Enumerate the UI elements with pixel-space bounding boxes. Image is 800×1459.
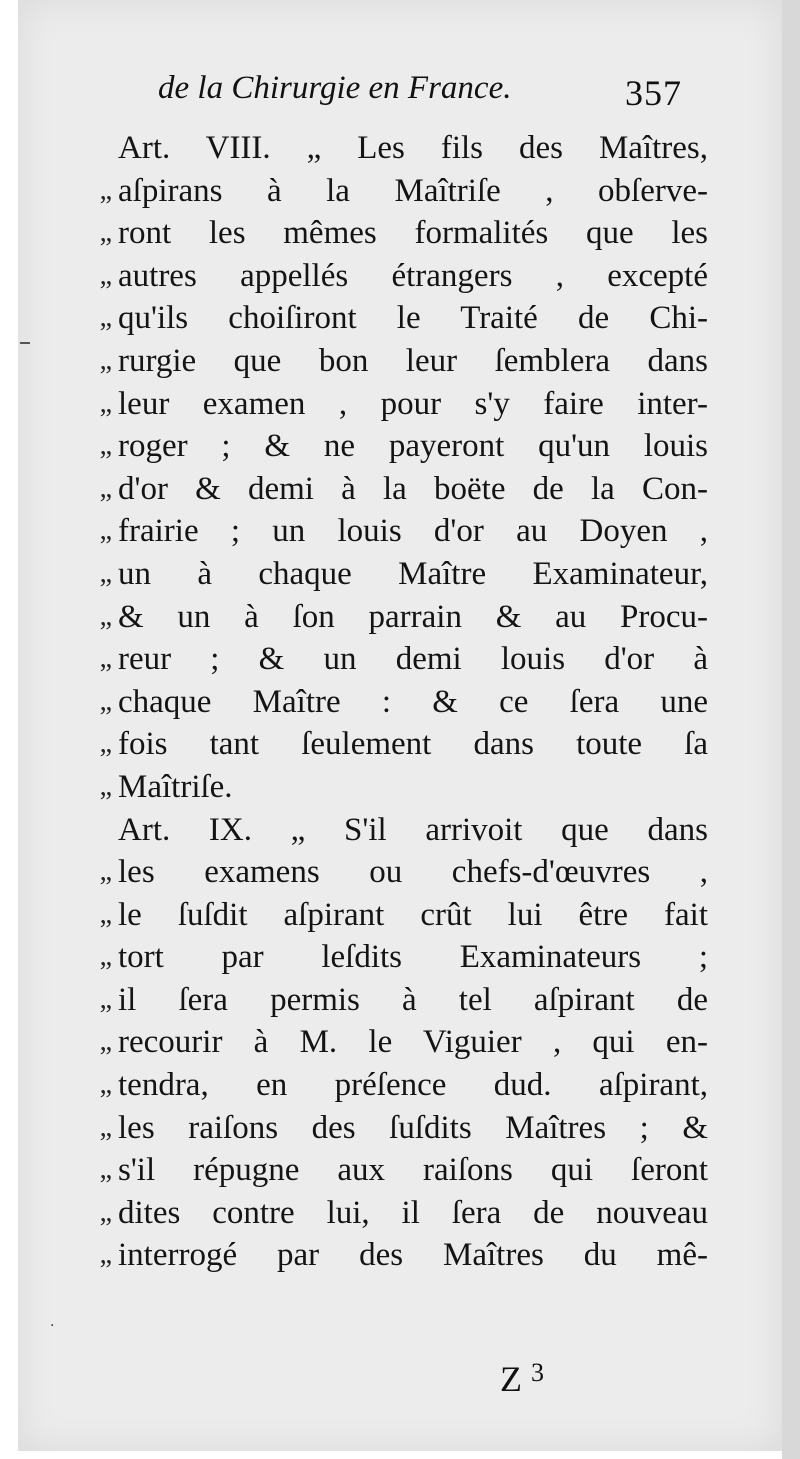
quote-mark: „ bbox=[99, 1239, 112, 1271]
quote-mark: „ bbox=[99, 1154, 112, 1186]
line-text: ront les mêmes formalités que les bbox=[118, 215, 708, 252]
line-text: frairie ; un louis d'or au Doyen , bbox=[118, 513, 708, 550]
text-line bbox=[0, 1065, 800, 1108]
text-line bbox=[0, 810, 800, 853]
text-line bbox=[0, 1022, 800, 1065]
quote-mark: „ bbox=[99, 941, 112, 973]
line-text: les examens ou chefs-d'œuvres , bbox=[118, 854, 708, 891]
text-line bbox=[0, 852, 800, 895]
line-text: interrogé par des Maîtres du mê- bbox=[118, 1237, 708, 1274]
quote-mark: „ bbox=[99, 600, 112, 632]
line-text: roger ; & ne payeront qu'un louis bbox=[118, 428, 708, 465]
text-line bbox=[0, 895, 800, 938]
line-text: fois tant ſeulement dans toute ſa bbox=[118, 726, 708, 763]
line-text: il ſera permis à tel aſpirant de bbox=[118, 981, 708, 1018]
quote-mark: „ bbox=[99, 728, 112, 760]
quote-mark: „ bbox=[99, 770, 112, 802]
line-text: aſpirans à la Maîtriſe , obſerve- bbox=[118, 172, 708, 209]
text-line bbox=[0, 128, 800, 171]
quote-mark: „ bbox=[99, 643, 112, 675]
quote-mark: „ bbox=[99, 174, 112, 206]
quote-mark: „ bbox=[99, 1111, 112, 1143]
quote-mark: „ bbox=[99, 1196, 112, 1228]
text-line bbox=[0, 639, 800, 682]
text-line bbox=[0, 171, 800, 214]
quote-mark: „ bbox=[99, 344, 112, 376]
text-line bbox=[0, 469, 800, 512]
text-line bbox=[0, 1235, 800, 1278]
text-line bbox=[0, 213, 800, 256]
text-line bbox=[0, 980, 800, 1023]
quote-mark: „ bbox=[99, 983, 112, 1015]
line-text: le ſuſdit aſpirant crût lui être fait bbox=[118, 896, 708, 933]
line-text: leur examen , pour s'y faire inter- bbox=[118, 385, 708, 422]
text-line bbox=[0, 597, 800, 640]
text-line bbox=[0, 724, 800, 767]
line-text: recourir à M. le Viguier , qui en- bbox=[118, 1024, 708, 1061]
quote-mark: „ bbox=[99, 515, 112, 547]
line-text: s'il répugne aux raiſons qui ſeront bbox=[118, 1152, 708, 1189]
quote-mark: „ bbox=[99, 557, 112, 589]
line-text: rurgie que bon leur ſemblera dans bbox=[118, 342, 708, 379]
margin-speck: · bbox=[50, 1318, 55, 1334]
line-text: qu'ils choiſiront le Traité de Chi- bbox=[118, 300, 708, 337]
line-text: un à chaque Maître Examinateur, bbox=[118, 555, 708, 592]
signature-number: 3 bbox=[531, 1358, 544, 1387]
quote-mark: „ bbox=[99, 259, 112, 291]
signature-letter: Z bbox=[500, 1359, 522, 1399]
quote-mark: „ bbox=[99, 430, 112, 462]
line-text: tendra, en préſence dud. aſpirant, bbox=[118, 1067, 708, 1104]
quote-mark: „ bbox=[99, 1026, 112, 1058]
text-line bbox=[0, 1150, 800, 1193]
quote-mark: „ bbox=[99, 472, 112, 504]
text-line bbox=[0, 937, 800, 980]
page-number: 357 bbox=[625, 73, 682, 113]
line-text: chaque Maître : & ce ſera une bbox=[118, 683, 708, 720]
quote-mark: „ bbox=[99, 1069, 112, 1101]
text-line bbox=[0, 1193, 800, 1236]
line-text: tort par leſdits Examinateurs ; bbox=[118, 939, 708, 976]
text-line bbox=[0, 511, 800, 554]
line-text: dites contre lui, il ſera de nouveau bbox=[118, 1194, 708, 1231]
quote-mark: „ bbox=[99, 302, 112, 334]
catchword bbox=[500, 1358, 544, 1400]
text-line bbox=[0, 1108, 800, 1151]
line-text: autres appellés étrangers , excepté bbox=[118, 257, 708, 294]
line-text: & un à ſon parrain & au Procu- bbox=[118, 598, 708, 635]
line-text: d'or & demi à la boëte de la Con- bbox=[118, 470, 708, 507]
running-title: de la Chirurgie en France. bbox=[158, 70, 512, 106]
line-text: reur ; & un demi louis d'or à bbox=[118, 641, 708, 678]
body-text bbox=[0, 128, 800, 1278]
text-line bbox=[0, 384, 800, 427]
line-text: les raiſons des ſuſdits Maîtres ; & bbox=[118, 1109, 708, 1146]
quote-mark: „ bbox=[99, 387, 112, 419]
text-line bbox=[0, 298, 800, 341]
text-line bbox=[0, 341, 800, 384]
text-line bbox=[0, 554, 800, 597]
quote-mark: „ bbox=[99, 898, 112, 930]
line-text: Art. VIII. „ Les fils des Maîtres, bbox=[118, 130, 708, 166]
text-line bbox=[0, 767, 800, 810]
line-text: Art. IX. „ S'il arrivoit que dans bbox=[118, 811, 708, 848]
quote-mark: „ bbox=[99, 685, 112, 717]
text-line bbox=[0, 426, 800, 469]
text-line bbox=[0, 256, 800, 299]
line-text: Maîtriſe. bbox=[118, 768, 233, 805]
text-line bbox=[0, 682, 800, 725]
quote-mark: „ bbox=[99, 217, 112, 249]
quote-mark: „ bbox=[99, 856, 112, 888]
page-header bbox=[0, 70, 800, 120]
